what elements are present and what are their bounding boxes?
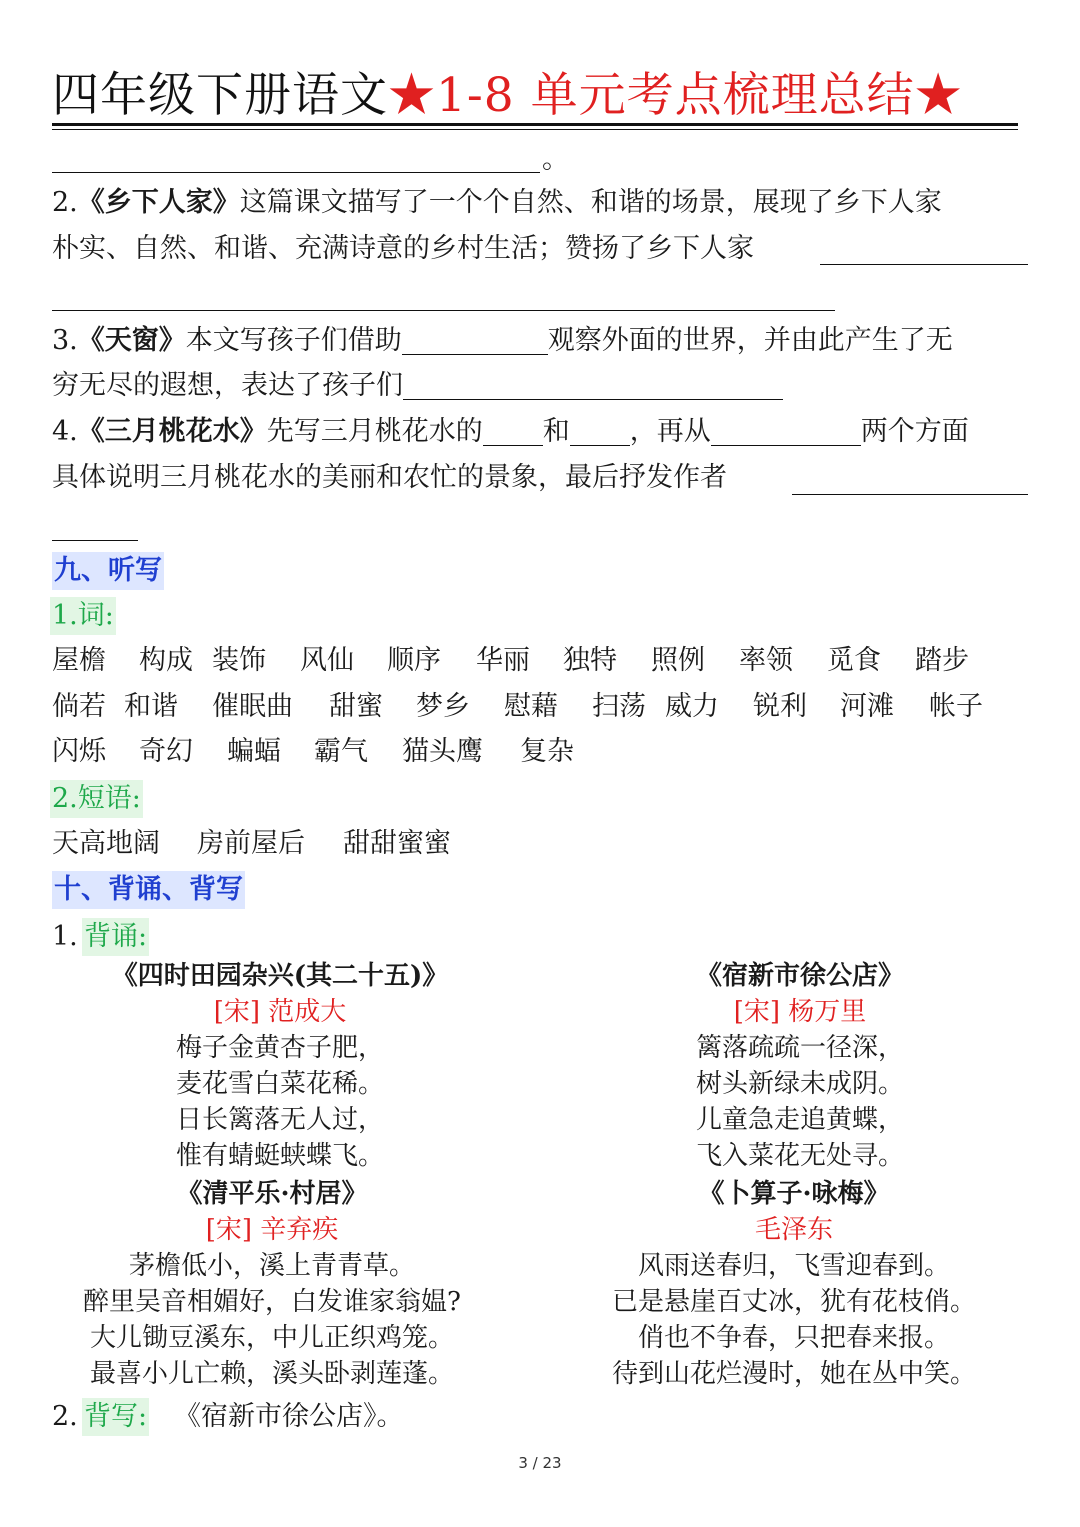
word-item: 帐子 <box>929 691 983 722</box>
word-item: 蝙蝠 <box>227 736 281 767</box>
blank-tail: 。 <box>542 144 569 175</box>
poem-title: 《卜算子·咏梅》 <box>698 1179 890 1209</box>
poem-line: 树头新绿未成阴。 <box>695 1069 904 1099</box>
phrases-label: 2.短语: <box>50 780 143 818</box>
answer-blank <box>820 264 1028 265</box>
word-item: 复杂 <box>520 736 574 767</box>
word-item: 和谐 <box>124 691 178 722</box>
answer-blank <box>402 326 548 355</box>
word-item: 猫头鹰 <box>402 736 483 767</box>
answer-blank <box>403 371 783 400</box>
write-label: 背写: <box>82 1398 149 1436</box>
item-2-line-1: 2.《乡下人家》这篇课文描写了一个个自然、和谐的场景，展现了乡下人家 <box>52 187 942 218</box>
section-9-heading: 九、听写 <box>52 552 164 590</box>
poem-line: 儿童急走追黄蝶， <box>695 1105 904 1135</box>
write-number: 2. <box>52 1401 78 1432</box>
word-item: 慰藉 <box>504 691 558 722</box>
poem-line: 俏也不争春，只把春来报。 <box>637 1323 950 1353</box>
poem-line: 惟有蜻蜓蛱蝶飞。 <box>175 1141 384 1171</box>
answer-blank <box>52 540 138 541</box>
recite-label: 背诵: <box>82 918 149 956</box>
poem-author: 毛泽东 <box>754 1215 833 1245</box>
word-item: 率领 <box>739 645 793 676</box>
poem-author: [宋] 杨万里 <box>733 997 867 1027</box>
poem-author: [宋] 辛弃疾 <box>205 1215 339 1245</box>
poem-block <box>22 1176 522 1392</box>
poem-line: 大儿锄豆溪东，中儿正织鸡笼。 <box>89 1323 454 1353</box>
poem-line: 最喜小儿亡赖，溪头卧剥莲蓬。 <box>89 1359 454 1389</box>
word-item: 踏步 <box>915 645 969 676</box>
title-main: 四年级下册语文 <box>52 68 388 123</box>
poem-line: 麦花雪白菜花稀。 <box>175 1069 384 1099</box>
poem-line: 待到山花烂漫时，她在丛中笑。 <box>611 1359 976 1389</box>
page-number: 3 / 23 <box>518 1454 562 1472</box>
poem-line: 日长篱落无人过， <box>175 1105 384 1135</box>
item-4-title: 《三月桃花水》 <box>77 416 267 447</box>
item-4-line-1: 4.《三月桃花水》先写三月桃花水的 和 ，再从 两个方面 <box>52 416 969 447</box>
poem-line: 飞入菜花无处寻。 <box>695 1141 904 1171</box>
poem-block <box>544 1176 1044 1392</box>
answer-blank <box>792 494 1028 495</box>
word-item: 奇幻 <box>139 736 193 767</box>
write-text: 《宿新市徐公店》。 <box>174 1401 404 1432</box>
phrase-item: 天高地阔 <box>52 828 160 859</box>
word-item: 催眠曲 <box>212 691 293 722</box>
poem-line: 醉里吴音相媚好，白发谁家翁媪? <box>83 1287 461 1317</box>
word-item: 闪烁 <box>52 736 106 767</box>
answer-blank <box>52 172 540 173</box>
word-item: 甜蜜 <box>329 691 383 722</box>
word-item: 河滩 <box>840 691 894 722</box>
word-item: 霸气 <box>314 736 368 767</box>
word-item: 觅食 <box>827 645 881 676</box>
word-item: 构成 <box>139 645 193 676</box>
word-item: 风仙 <box>300 645 354 676</box>
title-rule-thin <box>52 129 1018 130</box>
phrase-item: 房前屋后 <box>197 828 305 859</box>
poem-block <box>550 958 1050 1174</box>
poem-line: 梅子金黄杏子肥， <box>175 1033 384 1063</box>
item-3-line-1: 3.《天窗》本文写孩子们借助 观察外面的世界，并由此产生了无 <box>52 325 953 356</box>
word-item: 锐利 <box>753 691 807 722</box>
answer-blank <box>711 417 861 446</box>
poem-title: 《宿新市徐公店》 <box>695 961 904 991</box>
poem-line: 篱落疏疏一径深， <box>695 1033 904 1063</box>
item-4-line-2: 具体说明三月桃花水的美丽和农忙的景象，最后抒发作者 <box>52 462 727 493</box>
item-3-line-2: 穷无尽的遐想，表达了孩子们 <box>52 366 783 406</box>
words-label: 1.词: <box>50 597 116 635</box>
word-item: 照例 <box>651 645 705 676</box>
poem-title: 《清平乐·村居》 <box>176 1179 368 1209</box>
answer-blank <box>483 417 543 446</box>
title-rule-thick <box>52 123 1018 126</box>
word-item: 屋檐 <box>52 645 106 676</box>
word-item: 扫荡 <box>592 691 646 722</box>
word-item: 威力 <box>665 691 719 722</box>
title-highlight: ★1-8 单元考点梳理总结★ <box>388 68 963 123</box>
item-3-title: 《天窗》 <box>77 325 186 356</box>
poem-block <box>30 958 530 1174</box>
answer-blank <box>52 310 835 311</box>
poem-line: 已是悬崖百丈冰，犹有花枝俏。 <box>611 1287 976 1317</box>
word-item: 华丽 <box>476 645 530 676</box>
word-item: 倘若 <box>52 691 106 722</box>
poem-author: [宋] 范成大 <box>213 997 347 1027</box>
word-item: 装饰 <box>212 645 266 676</box>
poem-line: 风雨送春归，飞雪迎春到。 <box>637 1251 950 1281</box>
section-10-heading: 十、背诵、背写 <box>52 871 245 909</box>
word-item: 顺序 <box>387 645 441 676</box>
answer-blank <box>570 417 630 446</box>
item-2-line-2: 朴实、自然、和谐、充满诗意的乡村生活；赞扬了乡下人家 <box>52 233 754 264</box>
page-title <box>52 64 1022 128</box>
recite-number: 1. <box>52 921 78 952</box>
word-item: 独特 <box>563 645 617 676</box>
phrase-item: 甜甜蜜蜜 <box>343 828 451 859</box>
poem-line: 茅檐低小，溪上青青草。 <box>128 1251 415 1281</box>
item-2-title: 《乡下人家》 <box>77 187 240 218</box>
poem-title: 《四时田园杂兴(其二十五)》 <box>111 961 449 991</box>
word-item: 梦乡 <box>416 691 470 722</box>
